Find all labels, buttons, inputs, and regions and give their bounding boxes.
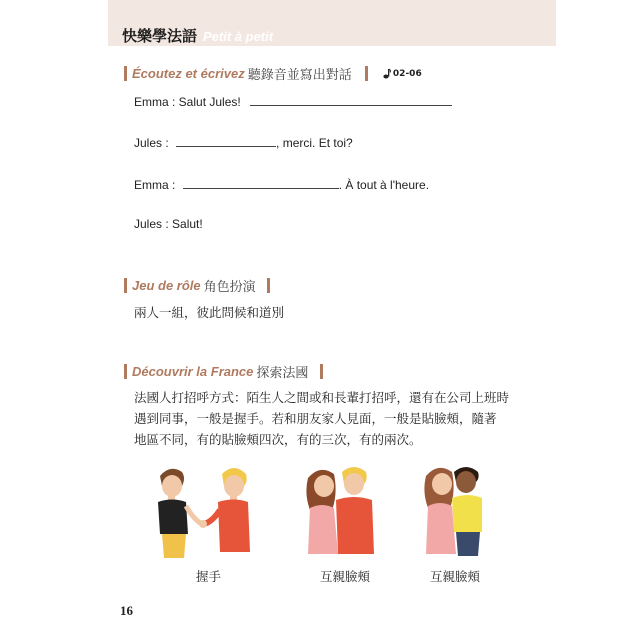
dialogue-line-4: [134, 217, 203, 231]
section-heading-listen: [124, 63, 422, 83]
answer-blank[interactable]: [176, 134, 276, 147]
cheek-kiss-illustration: [420, 462, 500, 560]
answer-blank[interactable]: [250, 93, 452, 106]
dialogue-text: . À tout à l'heure.: [338, 178, 430, 192]
section-bar-right: [320, 364, 323, 379]
paragraph-line: 法國人打招呼方式：陌生人之間或和長輩打招呼，還有在公司上班時: [134, 390, 510, 405]
dialogue-text: , merci. Et toi?: [276, 136, 353, 150]
book-title: [122, 25, 273, 46]
illustration-caption: 互親臉頰: [430, 569, 481, 584]
page-header: [108, 0, 556, 46]
handshake-illustration: [150, 464, 260, 564]
audio-track-number: 02-06: [392, 68, 422, 79]
dialogue-line-3: [134, 176, 429, 192]
section-title-fr: Écoutez et écrivez: [132, 66, 245, 81]
culture-paragraph: [134, 387, 509, 450]
section-title-zh: 探索法國: [256, 366, 309, 381]
book-subtitle: Petit à petit: [203, 29, 274, 44]
dialogue-text: Jules : Salut!: [134, 217, 203, 231]
page-number: 16: [120, 603, 133, 618]
paragraph-line: 地區不同，有的貼臉頰四次，有的三次，有的兩次。: [134, 432, 422, 447]
illustration-caption: 互親臉頰: [320, 569, 371, 584]
dialogue-text: Emma :: [134, 178, 176, 192]
roleplay-instruction: 兩人一組，彼此問候和道別: [134, 305, 285, 320]
section-title-fr: Jeu de rôle: [132, 278, 201, 293]
section-title-fr: Découvrir la France: [132, 364, 254, 379]
section-heading-discover: [124, 361, 323, 381]
section-bar-right: [267, 278, 270, 293]
dialogue-line-2: [134, 134, 353, 150]
section-bar-left: [124, 364, 127, 379]
book-title-zh: 快樂學法語: [122, 27, 198, 45]
answer-blank[interactable]: [183, 176, 339, 189]
section-bar-left: [124, 66, 127, 81]
dialogue-text: Emma : Salut Jules!: [134, 95, 241, 109]
dialogue-line-1: [134, 93, 452, 109]
audio-icon: [383, 68, 391, 79]
cheek-kiss-illustration: [302, 464, 392, 559]
section-title-zh: 角色扮演: [203, 280, 256, 295]
illustration-caption: 握手: [196, 569, 222, 584]
paragraph-line: 遇到同事，一般是握手。若和朋友家人見面，一般是貼臉頰，隨著: [134, 411, 497, 426]
section-title-zh: 聽錄音並寫出對話: [247, 68, 352, 83]
section-bar-right: [365, 66, 368, 81]
section-bar-left: [124, 278, 127, 293]
section-heading-roleplay: [124, 275, 270, 295]
dialogue-text: Jules :: [134, 136, 169, 150]
